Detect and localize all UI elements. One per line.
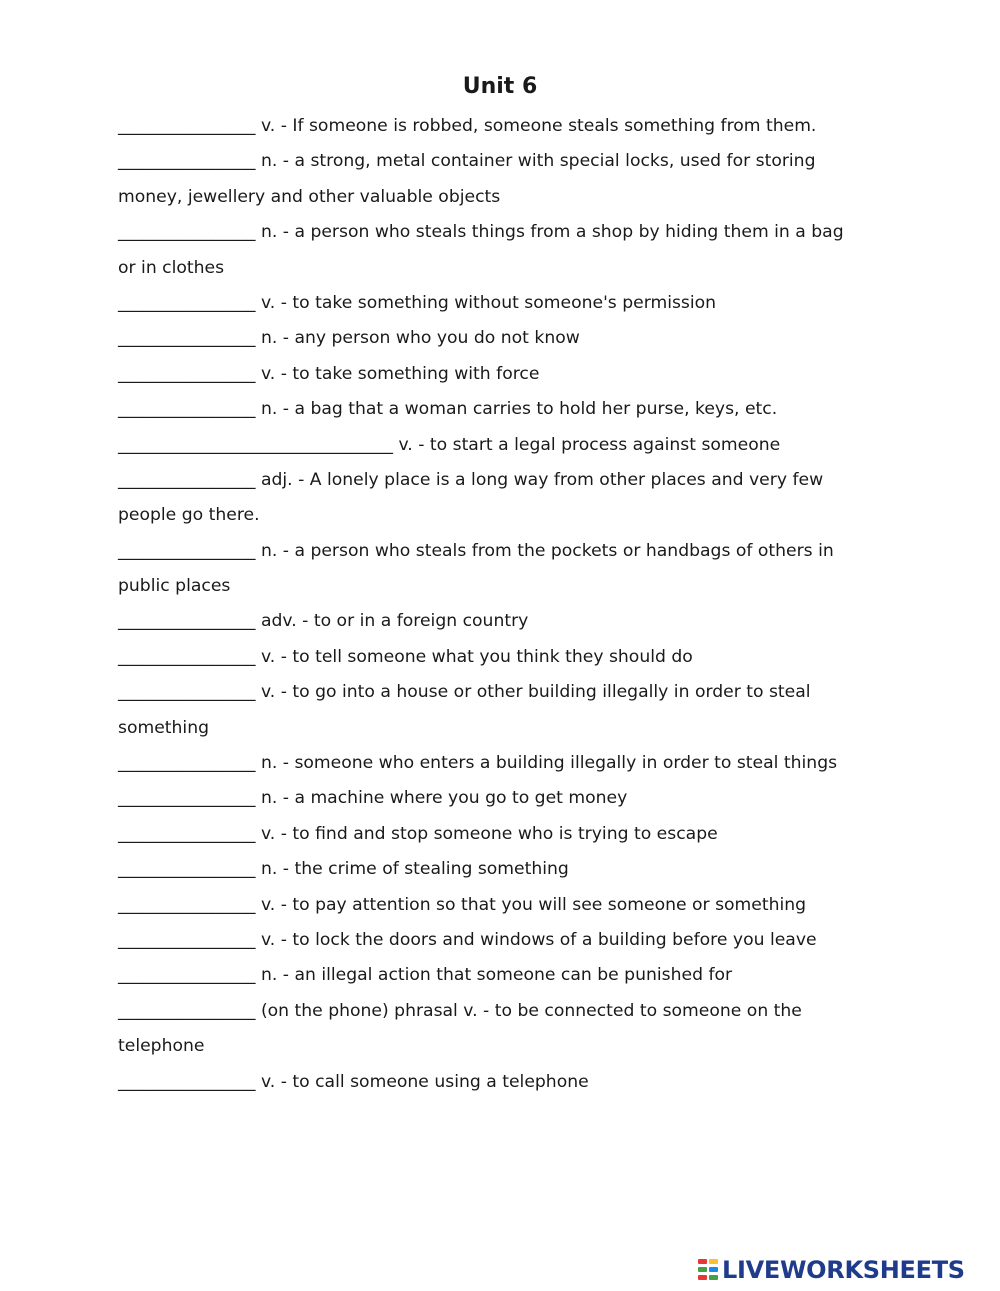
worksheet-line: people go there. bbox=[118, 505, 260, 526]
worksheet-line: money, jewellery and other valuable objects bbox=[118, 186, 501, 207]
worksheet-line: ________________ adv. - to or in a foreign country bbox=[118, 611, 529, 632]
worksheet-line: ________________ v. - to take something with force bbox=[118, 363, 540, 384]
worksheet-line: telephone bbox=[118, 1036, 205, 1057]
worksheet-line: or in clothes bbox=[118, 257, 225, 278]
worksheet-line: ________________ n. - any person who you do not know bbox=[118, 328, 580, 349]
worksheet-line: ________________ v. - to go into a house or other building illegally in order to steal bbox=[118, 682, 811, 703]
page-title: Unit 6 bbox=[462, 74, 538, 99]
worksheet-line: ________________ (on the phone) phrasal v. - to be connected to someone on the bbox=[118, 1000, 802, 1021]
worksheet-line: ________________ n. - a person who steals things from a shop by hiding them in a bag bbox=[118, 222, 844, 243]
worksheet-line: ________________ v. - to take something without someone's permission bbox=[118, 292, 717, 313]
worksheet-line: ________________ v. - to find and stop someone who is trying to escape bbox=[118, 823, 718, 844]
worksheet-line: ________________ v. - to pay attention so that you will see someone or something bbox=[118, 894, 807, 915]
worksheet-line: ________________ n. - a strong, metal container with special locks, used for storing bbox=[118, 151, 816, 172]
worksheet-line: ________________ n. - a bag that a woman carries to hold her purse, keys, etc. bbox=[118, 399, 778, 420]
liveworksheets-logo-text: LIVEWORKSHEETS bbox=[722, 1256, 965, 1284]
worksheet-line: public places bbox=[118, 576, 231, 597]
worksheet-line: ________________ v. - If someone is robbed, someone steals something from them. bbox=[118, 116, 817, 136]
worksheet-line: ________________ n. - a machine where you go to get money bbox=[118, 788, 628, 809]
worksheet-line: ________________ v. - to lock the doors and windows of a building before you leave bbox=[118, 929, 817, 950]
liveworksheets-logo-icon bbox=[698, 1257, 719, 1283]
worksheet-line: ________________ n. - an illegal action that someone can be punished for bbox=[118, 965, 733, 986]
liveworksheets-logo bbox=[698, 1255, 965, 1285]
worksheet-line: ________________ v. - to call someone using a telephone bbox=[118, 1071, 589, 1092]
worksheet-line: ________________________________ v. - to start a legal process against someone bbox=[118, 434, 781, 455]
worksheet-line: ________________ n. - a person who steals from the pockets or handbags of others in bbox=[118, 540, 834, 561]
worksheet-line: something bbox=[118, 717, 209, 738]
worksheet-body bbox=[118, 109, 888, 1100]
worksheet-line: ________________ n. - the crime of stealing something bbox=[118, 859, 569, 880]
worksheet-line: ________________ adj. - A lonely place is a long way from other places and very few bbox=[118, 469, 824, 490]
worksheet-line: ________________ v. - to tell someone what you think they should do bbox=[118, 646, 693, 667]
worksheet-line: ________________ n. - someone who enters a building illegally in order to steal things bbox=[118, 753, 838, 774]
